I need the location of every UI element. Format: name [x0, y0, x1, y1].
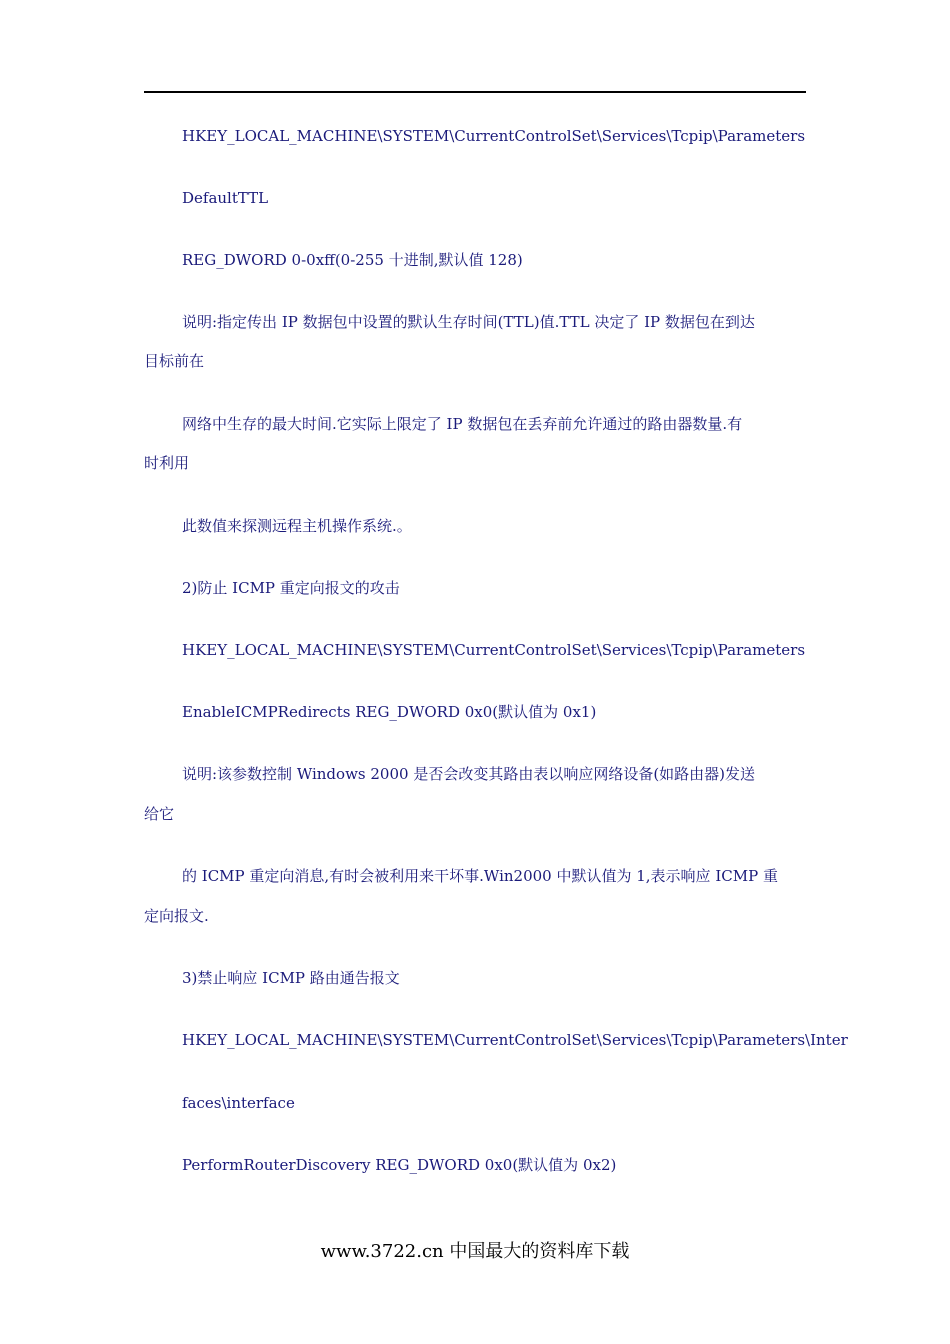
- registry-path-3-continued: faces\interface: [182, 1094, 295, 1112]
- description-redirect-line-2: 给它: [144, 805, 175, 823]
- description-ttl-line-1: 说明:指定传出 IP 数据包中设置的默认生存时间(TTL)值.TTL 决定了 IP 数据包在到达: [182, 313, 755, 331]
- value-performrouterdiscovery: PerformRouterDiscovery REG_DWORD 0x0(默认值为 0x2): [182, 1156, 617, 1174]
- page-footer: www.3722.cn 中国最大的资料库下载: [320, 1241, 630, 1262]
- description-redirect-line-1: 说明:该参数控制 Windows 2000 是否会改变其路由表以响应网络设备(如路由器)发送: [182, 765, 756, 783]
- registry-path-2: HKEY_LOCAL_MACHINE\SYSTEM\CurrentControlSet\Services\Tcpip\Parameters: [182, 641, 806, 659]
- description-ttl-line-4: 时利用: [144, 454, 190, 472]
- description-ttl-line-5: 此数值来探测远程主机操作系统.。: [182, 517, 412, 535]
- header-rule: [144, 91, 806, 93]
- section-heading-router-discovery: 3)禁止响应 ICMP 路由通告报文: [182, 969, 400, 987]
- registry-path-3: HKEY_LOCAL_MACHINE\SYSTEM\CurrentControlSet\Services\Tcpip\Parameters\Inter: [182, 1031, 848, 1049]
- value-type-defaultttl: REG_DWORD 0-0xff(0-255 十进制,默认值 128): [182, 251, 523, 269]
- value-name-defaultttl: DefaultTTL: [182, 189, 269, 207]
- description-redirect-line-4: 定向报文.: [144, 907, 209, 925]
- description-ttl-line-3: 网络中生存的最大时间.它实际上限定了 IP 数据包在丢弃前允许通过的路由器数量.有: [182, 415, 743, 433]
- description-ttl-line-2: 目标前在: [144, 352, 205, 370]
- description-redirect-line-3: 的 ICMP 重定向消息,有时会被利用来干坏事.Win2000 中默认值为 1,表示响应 ICMP 重: [182, 867, 778, 885]
- section-heading-icmp-redirect: 2)防止 ICMP 重定向报文的攻击: [182, 579, 400, 597]
- value-enableicmpredirects: EnableICMPRedirects REG_DWORD 0x0(默认值为 0x1): [182, 703, 597, 721]
- registry-path-1: HKEY_LOCAL_MACHINE\SYSTEM\CurrentControlSet\Services\Tcpip\Parameters: [182, 127, 806, 145]
